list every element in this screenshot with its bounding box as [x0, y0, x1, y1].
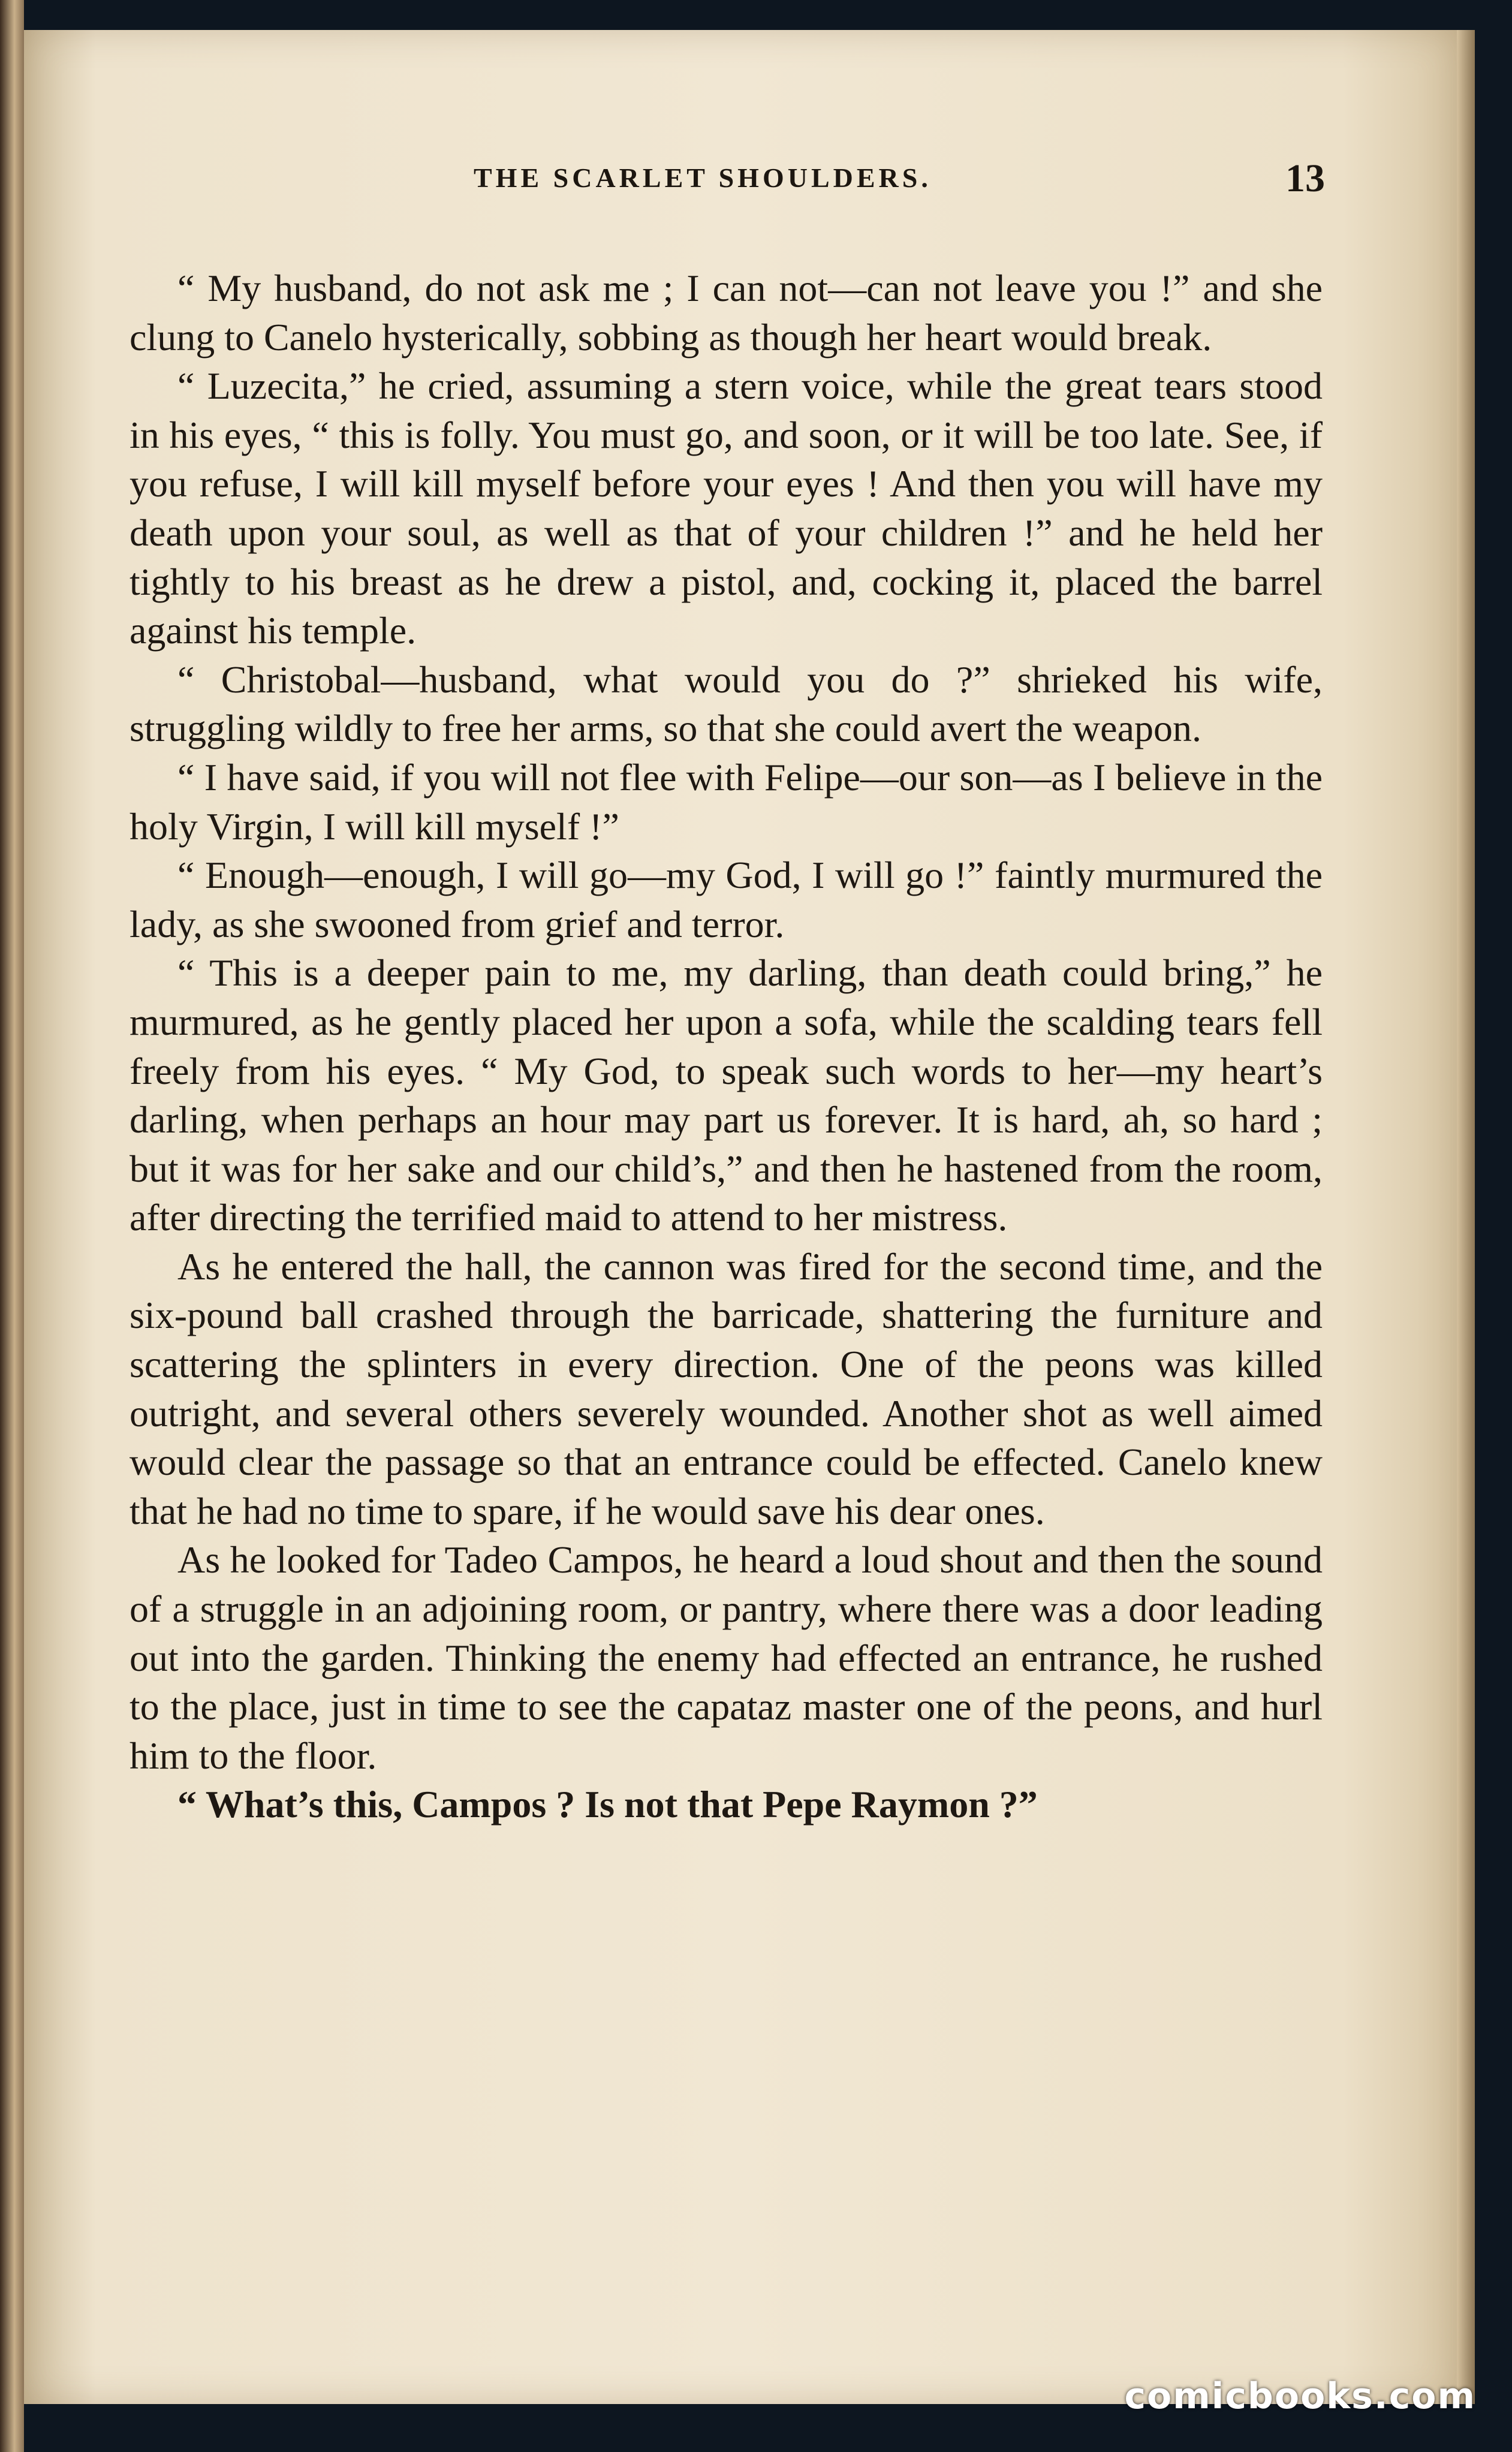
paragraph: “ Christobal—husband, what would you do ?” shrieked his wife, struggling wildly to free her arms, so that she could avert the weapon. — [129, 658, 1323, 750]
paragraph: As he entered the hall, the cannon was fired for the second time, and the six-pound ball crashed through the barricade, shattering the furniture and scattering the splinters in every direction. One of the peons was killed outright, and several others severely wounded. Another shot as well aimed would clear the passage so that an entrance could be effected. Canelo knew that he had no time to spare, if he would save his dear ones. — [129, 1245, 1323, 1532]
page-number: 13 — [1285, 156, 1325, 200]
paragraph: “ My husband, do not ask me ; I can not—can not leave you !” and she clung to Canelo hysterically, sobbing as though her heart would break. — [129, 267, 1323, 359]
paragraph: “ I have said, if you will not flee with Felipe—our son—as I believe in the holy Virgin, I will kill myself !” — [129, 755, 1323, 848]
facing-page-edge — [0, 0, 24, 2452]
page-edge — [1457, 30, 1475, 2404]
paragraph: “ This is a deeper pain to me, my darling, than death could bring,” he murmured, as he gently placed her upon a sofa, while the scalding tears fell freely from his eyes. “ My God, to speak such words to her—my heart’s darling, when perhaps an hour may part us forever. It is hard, ah, so hard ; but it was for her sake and our child’s,” and then he hastened from the room, after directing the terrified maid to attend to her mistress. — [129, 951, 1323, 1239]
running-title: THE SCARLET SHOULDERS. — [474, 162, 932, 193]
paragraph: “ Enough—enough, I will go—my God, I will go !” faintly murmured the lady, as she swooned from grief and terror. — [129, 854, 1323, 945]
paragraph: “ What’s this, Campos ? Is not that Pepe Raymon ?” — [177, 1783, 1038, 1826]
page-header — [24, 156, 1325, 222]
book-page — [24, 30, 1457, 2404]
paragraph: As he looked for Tadeo Campos, he heard a loud shout and then the sound of a struggle in an adjoining room, or pantry, where there was a door leading out into the garden. Thinking the enemy had effected an entrance, he rushed to the place, just in time to see the capataz master one of the peons, and hurl him to the floor. — [129, 1538, 1323, 1777]
watermark: comicbooks.com — [1124, 2375, 1476, 2417]
paragraph: “ Luzecita,” he cried, assuming a stern voice, while the great tears stood in his eyes, “ this is folly. You must go, and soon, or it will be too late. See, if you refuse, I will kill myself before your eyes ! And then you will have my death upon your soul, as well as that of your children !” and he held her tightly to his breast as he drew a pistol, and, cocking it, placed the barrel against his temple. — [129, 365, 1323, 652]
body-text — [129, 264, 1323, 1829]
